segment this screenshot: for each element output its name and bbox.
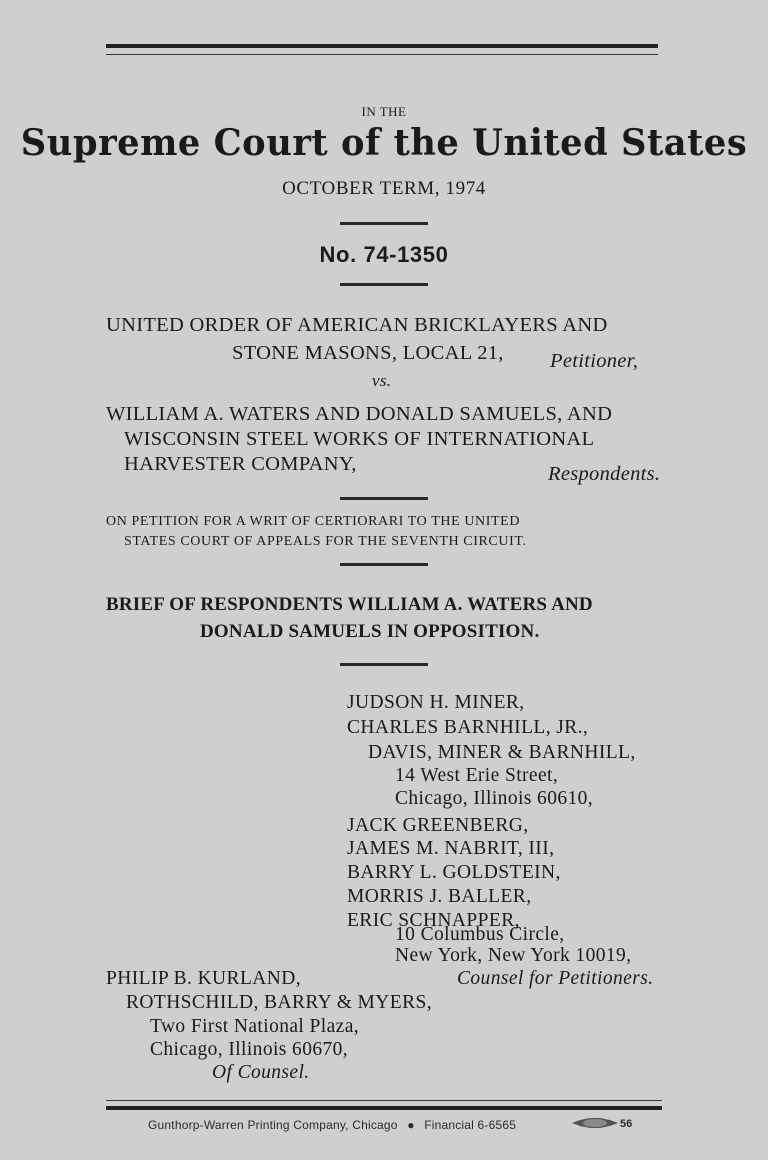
brief-title: BRIEF OF RESPONDENTS WILLIAM A. WATERS AND [106,594,593,615]
of-counsel-line: ROTHSCHILD, BARRY & MYERS, [126,992,433,1013]
bottom-rule-thick [106,1106,662,1110]
respondent-line: WISCONSIN STEEL WORKS OF INTERNATIONAL [124,428,595,450]
counsel-line: JUDSON H. MINER, [347,692,525,713]
counsel-line: CHARLES BARNHILL, JR., [347,717,589,738]
divider-rule [340,663,428,666]
counsel-line: JACK GREENBERG, [347,815,529,836]
respondent-line: WILLIAM A. WATERS AND DONALD SAMUELS, AND [106,403,613,425]
top-rule-thin [106,54,658,55]
brief-title: DONALD SAMUELS IN OPPOSITION. [200,621,540,642]
printer-phone: Financial 6-6565 [424,1118,517,1132]
divider-rule [340,563,428,566]
counsel-line: Chicago, Illinois 60610, [395,788,594,809]
bottom-rule-thin [106,1100,662,1101]
top-rule-thick [106,44,658,48]
court-name: Supreme Court of the United States [20,122,748,164]
of-counsel-line: Two First National Plaza, [150,1016,360,1037]
respondent-line: HARVESTER COMPANY, [124,453,357,475]
divider-rule [340,497,428,500]
in-the-label: IN THE [361,104,407,119]
versus-label: vs. [372,371,392,390]
petition-line: STATES COURT OF APPEALS FOR THE SEVENTH CIRCUIT. [124,534,527,549]
counsel-line: ERIC SCHNAPPER, [347,910,520,931]
docket-number: No. 74-1350 [319,242,449,267]
divider-rule [340,283,428,286]
counsel-line: 14 West Erie Street, [395,765,559,786]
bullet-icon: ● [407,1118,415,1132]
printer-name: Gunthorp-Warren Printing Company, Chicago [148,1118,398,1132]
counsel-line: MORRIS J. BALLER, [347,886,532,907]
petitioner-role: Petitioner, [550,350,639,372]
counsel-line: 10 Columbus Circle, [395,924,565,945]
union-number: 56 [620,1118,633,1130]
petitioner-line: UNITED ORDER OF AMERICAN BRICKLAYERS AND [106,314,608,336]
union-bug-icon [570,1116,620,1130]
counsel-line: BARRY L. GOLDSTEIN, [347,862,561,883]
counsel-role: Counsel for Petitioners. [457,968,654,989]
divider-rule [340,222,428,225]
printer-imprint [148,1118,516,1132]
of-counsel-line: PHILIP B. KURLAND, [106,968,301,989]
of-counsel-line: Chicago, Illinois 60670, [150,1039,349,1060]
counsel-line: JAMES M. NABRIT, III, [347,838,555,859]
of-counsel-role: Of Counsel. [212,1062,310,1083]
counsel-line: New York, New York 10019, [395,945,632,966]
counsel-line: DAVIS, MINER & BARNHILL, [368,742,636,763]
term-label: OCTOBER TERM, 1974 [282,178,486,199]
petitioner-line: STONE MASONS, LOCAL 21, [232,342,504,364]
petition-line: ON PETITION FOR A WRIT OF CERTIORARI TO THE UNITED [106,514,521,529]
respondent-role: Respondents. [548,463,661,485]
